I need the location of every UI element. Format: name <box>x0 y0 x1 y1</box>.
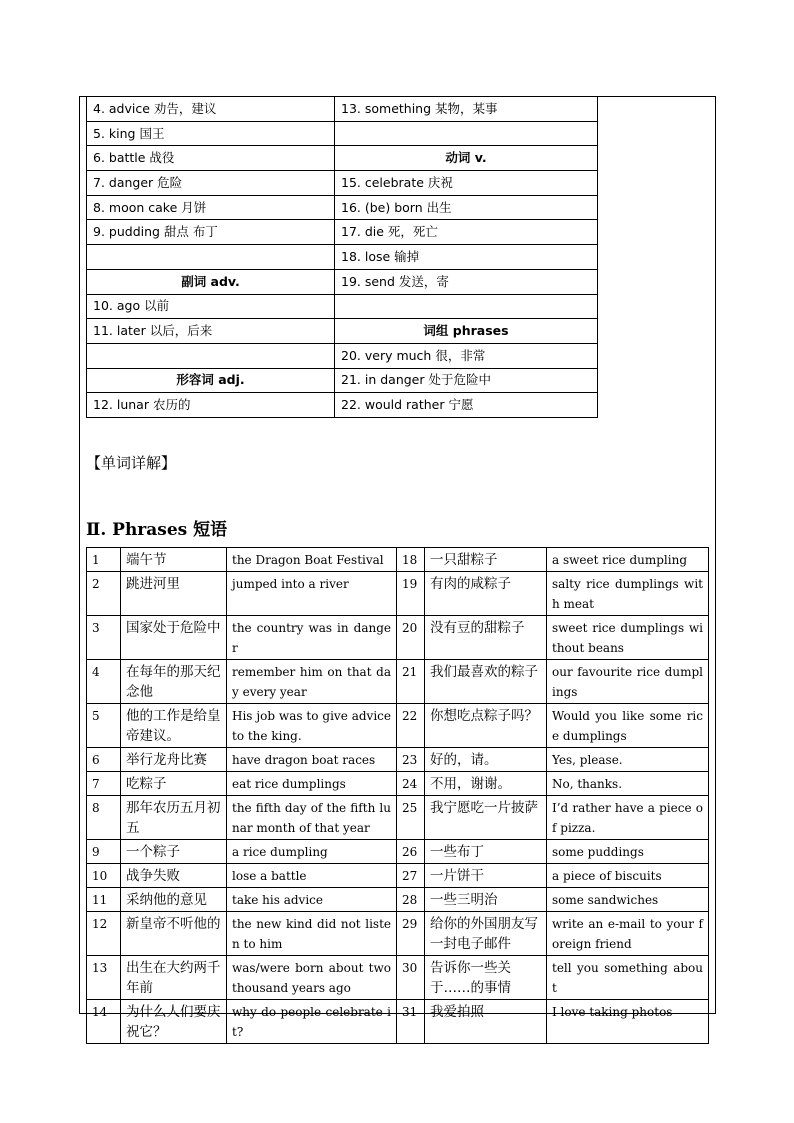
phrase-english: I’d rather have a piece of pizza. <box>547 796 709 840</box>
phrase-chinese: 不用，谢谢。 <box>425 772 547 796</box>
phrase-row <box>87 660 709 704</box>
vocab-row <box>87 393 598 418</box>
vocab-section-header: 形容词 adj. <box>87 368 335 393</box>
phrase-chinese: 新皇帝不听他的 <box>121 912 227 956</box>
phrase-english: the fifth day of the fifth lunar month of that year <box>227 796 397 840</box>
phrase-row <box>87 864 709 888</box>
phrase-english: eat rice dumplings <box>227 772 397 796</box>
phrase-english: sweet rice dumplings without beans <box>547 616 709 660</box>
phrase-english: some sandwiches <box>547 888 709 912</box>
phrase-number: 24 <box>397 772 425 796</box>
phrase-english: a piece of biscuits <box>547 864 709 888</box>
phrase-number: 25 <box>397 796 425 840</box>
phrase-row <box>87 572 709 616</box>
vocab-row <box>87 146 598 171</box>
phrase-english: jumped into a river <box>227 572 397 616</box>
vocab-cell: 16. (be) born 出生 <box>335 195 598 220</box>
phrase-number: 23 <box>397 748 425 772</box>
phrase-number: 29 <box>397 912 425 956</box>
phrase-chinese: 我宁愿吃一片披萨 <box>425 796 547 840</box>
phrase-number: 22 <box>397 704 425 748</box>
vocabulary-table <box>86 96 598 418</box>
phrase-english: tell you something about <box>547 956 709 1000</box>
phrase-english: lose a battle <box>227 864 397 888</box>
phrase-english: take his advice <box>227 888 397 912</box>
phrase-chinese: 端午节 <box>121 548 227 572</box>
phrase-english: write an e-mail to your foreign friend <box>547 912 709 956</box>
vocab-row <box>87 343 598 368</box>
phrase-english: remember him on that day every year <box>227 660 397 704</box>
vocab-section-header: 副词 adv. <box>87 269 335 294</box>
phrase-chinese: 一只甜粽子 <box>425 548 547 572</box>
vocab-cell: 7. danger 危险 <box>87 171 335 196</box>
vocab-cell <box>87 343 335 368</box>
phrase-row <box>87 704 709 748</box>
phrase-chinese: 一个粽子 <box>121 840 227 864</box>
phrase-chinese: 国家处于危险中 <box>121 616 227 660</box>
vocab-row <box>87 368 598 393</box>
vocab-row <box>87 97 598 122</box>
phrase-number: 30 <box>397 956 425 1000</box>
vocab-cell: 5. king 国王 <box>87 121 335 146</box>
phrase-english: salty rice dumplings with meat <box>547 572 709 616</box>
phrase-english: Would you like some rice dumplings <box>547 704 709 748</box>
vocab-cell: 19. send 发送，寄 <box>335 269 598 294</box>
phrase-number: 18 <box>397 548 425 572</box>
phrase-chinese: 你想吃点粽子吗？ <box>425 704 547 748</box>
phrase-row <box>87 548 709 572</box>
phrase-number: 31 <box>397 1000 425 1044</box>
word-detail-heading: 【单词详解】 <box>86 454 177 472</box>
phrase-chinese: 在每年的那天纪念他 <box>121 660 227 704</box>
phrase-chinese: 他的工作是给皇帝建议。 <box>121 704 227 748</box>
phrase-number: 5 <box>87 704 121 748</box>
phrase-english: a rice dumpling <box>227 840 397 864</box>
phrase-row <box>87 796 709 840</box>
phrase-chinese: 没有豆的甜粽子 <box>425 616 547 660</box>
phrase-number: 21 <box>397 660 425 704</box>
vocab-cell: 9. pudding 甜点 布丁 <box>87 220 335 245</box>
phrase-english: His job was to give advice to the king. <box>227 704 397 748</box>
phrase-number: 3 <box>87 616 121 660</box>
vocab-cell: 18. lose 输掉 <box>335 245 598 270</box>
phrase-number: 11 <box>87 888 121 912</box>
phrase-number: 26 <box>397 840 425 864</box>
phrase-english: our favourite rice dumplings <box>547 660 709 704</box>
phrase-english: why do people celebrate it? <box>227 1000 397 1044</box>
phrase-number: 8 <box>87 796 121 840</box>
phrase-english: I love taking photos <box>547 1000 709 1044</box>
phrase-chinese: 给你的外国朋友写一封电子邮件 <box>425 912 547 956</box>
phrase-row <box>87 772 709 796</box>
phrase-number: 2 <box>87 572 121 616</box>
phrase-number: 27 <box>397 864 425 888</box>
phrase-row <box>87 840 709 864</box>
phrase-english: some puddings <box>547 840 709 864</box>
phrase-english: the country was in danger <box>227 616 397 660</box>
phrase-chinese: 告诉你一些关于……的事情 <box>425 956 547 1000</box>
phrase-row <box>87 1000 709 1044</box>
phrases-section-heading: Ⅱ. Phrases 短语 <box>86 520 228 540</box>
phrase-chinese: 采纳他的意见 <box>121 888 227 912</box>
phrase-number: 28 <box>397 888 425 912</box>
phrase-number: 14 <box>87 1000 121 1044</box>
phrase-row <box>87 616 709 660</box>
phrase-chinese: 吃粽子 <box>121 772 227 796</box>
phrase-row <box>87 748 709 772</box>
phrase-english: have dragon boat races <box>227 748 397 772</box>
vocab-row <box>87 195 598 220</box>
vocab-cell: 17. die 死，死亡 <box>335 220 598 245</box>
vocab-row <box>87 171 598 196</box>
phrases-table <box>86 547 709 1044</box>
phrase-number: 10 <box>87 864 121 888</box>
phrase-number: 12 <box>87 912 121 956</box>
phrase-row <box>87 888 709 912</box>
phrase-english: Yes, please. <box>547 748 709 772</box>
vocab-cell: 10. ago 以前 <box>87 294 335 319</box>
phrase-chinese: 举行龙舟比赛 <box>121 748 227 772</box>
vocab-cell <box>335 294 598 319</box>
vocab-cell: 8. moon cake 月饼 <box>87 195 335 220</box>
vocab-row <box>87 220 598 245</box>
vocab-cell <box>87 245 335 270</box>
phrase-chinese: 出生在大约两千年前 <box>121 956 227 1000</box>
phrase-chinese: 有肉的咸粽子 <box>425 572 547 616</box>
vocab-cell: 12. lunar 农历的 <box>87 393 335 418</box>
vocab-cell: 15. celebrate 庆祝 <box>335 171 598 196</box>
phrase-english: a sweet rice dumpling <box>547 548 709 572</box>
vocab-row <box>87 121 598 146</box>
phrase-english: No, thanks. <box>547 772 709 796</box>
vocab-row <box>87 294 598 319</box>
phrase-chinese: 为什么人们要庆祝它？ <box>121 1000 227 1044</box>
phrase-chinese: 一些三明治 <box>425 888 547 912</box>
vocab-section-header: 动词 v. <box>335 146 598 171</box>
vocab-row <box>87 245 598 270</box>
phrase-chinese: 一些布丁 <box>425 840 547 864</box>
phrase-english: the Dragon Boat Festival <box>227 548 397 572</box>
phrase-number: 1 <box>87 548 121 572</box>
phrase-english: was/were born about two thousand years ago <box>227 956 397 1000</box>
vocab-cell: 4. advice 劝告，建议 <box>87 97 335 122</box>
phrase-english: the new kind did not listen to him <box>227 912 397 956</box>
phrase-chinese: 那年农历五月初五 <box>121 796 227 840</box>
phrase-number: 4 <box>87 660 121 704</box>
phrase-number: 7 <box>87 772 121 796</box>
phrase-number: 6 <box>87 748 121 772</box>
phrase-chinese: 一片饼干 <box>425 864 547 888</box>
phrase-row <box>87 912 709 956</box>
phrase-chinese: 战争失败 <box>121 864 227 888</box>
vocab-cell: 20. very much 很，非常 <box>335 343 598 368</box>
vocab-section-header: 词组 phrases <box>335 319 598 344</box>
phrase-number: 13 <box>87 956 121 1000</box>
phrase-number: 19 <box>397 572 425 616</box>
phrase-chinese: 跳进河里 <box>121 572 227 616</box>
vocab-cell <box>335 121 598 146</box>
phrase-number: 9 <box>87 840 121 864</box>
phrase-number: 20 <box>397 616 425 660</box>
vocab-row <box>87 319 598 344</box>
phrase-chinese: 我爱拍照 <box>425 1000 547 1044</box>
vocab-cell: 22. would rather 宁愿 <box>335 393 598 418</box>
phrase-chinese: 我们最喜欢的粽子 <box>425 660 547 704</box>
vocab-cell: 6. battle 战役 <box>87 146 335 171</box>
phrase-chinese: 好的，请。 <box>425 748 547 772</box>
phrase-row <box>87 956 709 1000</box>
vocab-cell: 21. in danger 处于危险中 <box>335 368 598 393</box>
vocab-cell: 11. later 以后，后来 <box>87 319 335 344</box>
vocab-row <box>87 269 598 294</box>
vocab-cell: 13. something 某物，某事 <box>335 97 598 122</box>
